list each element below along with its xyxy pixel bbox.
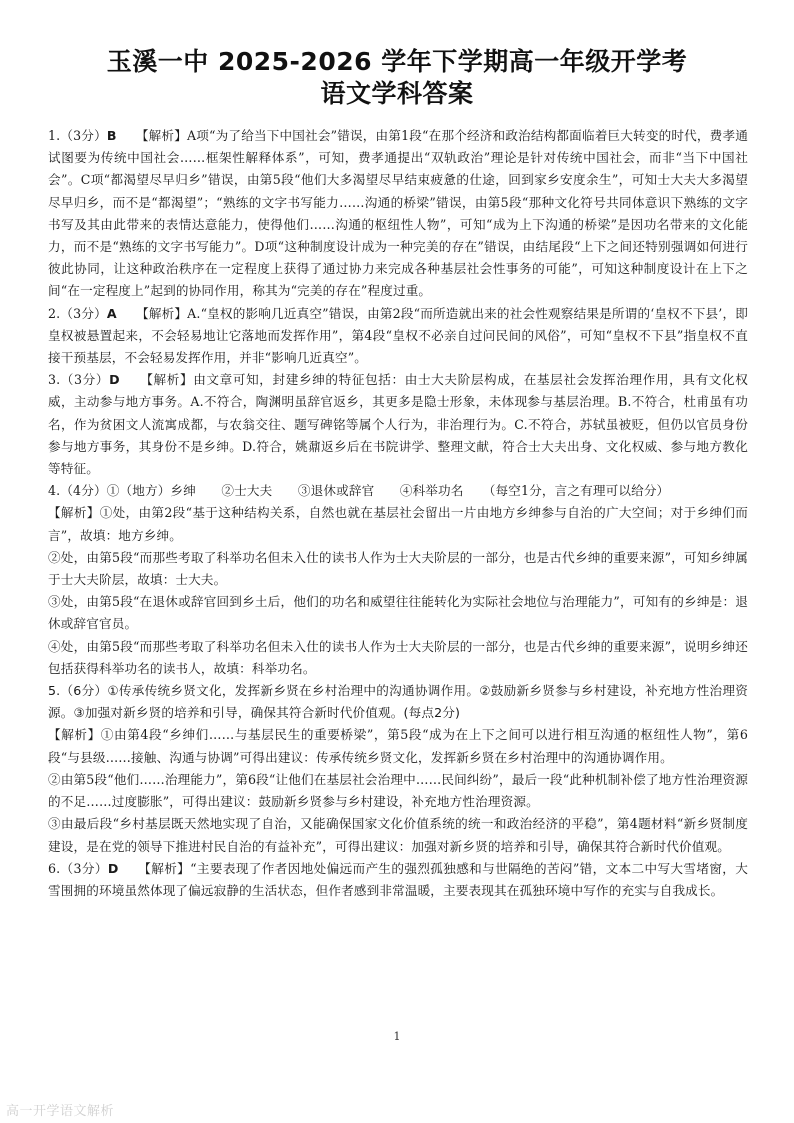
answer-4-point-3	[48, 591, 748, 635]
explanation-text: ③由最后段“乡村基层既天然地实现了自治，又能确保国家文化价值系统的统一和政治经济的平稳”，第4题材料“新乡贤制度建设，是在党的领导下推进村民自治的有益补充”，可得出建议：加强对新乡贤的培养和引导，确保其符合新时代价值观。	[48, 816, 748, 854]
answer-6	[48, 858, 748, 902]
answer-letter: B	[106, 128, 117, 143]
answer-5-point-2	[48, 769, 748, 813]
answer-4-point-2	[48, 547, 748, 591]
question-number: 4.（4分）	[48, 483, 107, 499]
explanation-text: ①传承传统乡贤文化，发挥新乡贤在乡村治理中的沟通协调作用。②鼓励新乡贤参与乡村建设，补充地方性治理资源。③加强对新乡贤的培养和引导，确保其符合新时代价值观。(每点2分)	[48, 683, 748, 721]
explanation-text: 【解析】①由第4段“乡绅们……与基层民生的重要桥梁”，第5段“成为在上下之间可以进行相互沟通的枢纽性人物”，第6段“与县级……接触、沟通与协调”可得出建议：传承传统乡贤文化，发挥新乡贤在乡村治理中的沟通协调作用。	[48, 727, 748, 765]
question-number: 2.（3分）	[48, 305, 107, 321]
answer-letter: D	[107, 860, 119, 876]
answer-5-point-3	[48, 813, 748, 857]
explanation-text: 【解析】A.“皇权的影响几近真空”错误，由第2段“而所造就出来的社会性观察结果是所谓的‘皇权不下县’，即皇权被悬置起来，不会轻易地让它落地而发挥作用”，第4段“皇权不必亲自过问民间的风俗”，可知“皇权不下县”指皇权不直接干预基层，不会轻易发挥作用，并非“影响几近真空”。	[48, 305, 748, 366]
explanation-text: 【解析】A项“为了给当下中国社会”错误，由第1段“在那个经济和政治结构都面临着巨大转变的时代，费孝通试图要为传统中国社会……框架性解释体系”，可知，费孝通提出“双轨政治”理论是针对传统中国社会，而非“当下中国社会”。C项“都渴望尽早归乡”错误，由第5段“他们大多渴望尽早结束疲惫的仕途，回到家乡安度余生”，可知士大夫大多渴望尽早归乡，而不是“都渴望”；“熟练的文字书写能力……沟通的桥梁”错误，由第5段“那种文化符号共同体意识下熟练的文字书写及其由此带来的表情达意能力，使得他们……沟通的枢纽性人物”，可知“成为上下沟通的桥梁”是因功名带来的文化能力，而不是“熟练的文字书写能力”。D项“这种制度设计成为一种完美的存在”错误，由结尾段“上下之间还特别强调如何进行彼此协同，让这种政治秩序在一定程度上获得了通过协力来完成各种基层社会性事务的可能”，可知这种制度设计在上下之间“在一定程度上”起到的协同作用，称其为“完美的存在”程度过重。	[48, 128, 748, 299]
answer-3	[48, 369, 748, 480]
title-line-1: 玉溪一中 2025-2026 学年下学期高一年级开学考	[106, 47, 688, 76]
explanation-text: ②由第5段“他们……治理能力”，第6段“让他们在基层社会治理中……民间纠纷”，最后一段“此种机制补偿了地方性治理资源的不足……过度膨胀”，可得出建议：鼓励新乡贤参与乡村建设，补充地方性治理资源。	[48, 771, 748, 810]
page-number: 1	[393, 1030, 401, 1043]
question-number: 6.（3分）	[48, 860, 108, 876]
answer-letter: A	[106, 305, 117, 321]
answer-content	[48, 125, 748, 902]
explanation-text: ②处，由第5段“而那些考取了科举功名但未入仕的读书人作为士大夫阶层的一部分，也是古代乡绅的重要来源”，可知乡绅属于士大夫阶层，故填：士大夫。	[48, 549, 748, 588]
document-title	[0, 46, 794, 110]
explanation-text: ①（地方）乡绅 ②士大夫 ③退休或辞官 ④科举功名 （每空1分，言之有理可以给分）	[106, 483, 670, 499]
question-number: 1.（3分）	[48, 128, 107, 143]
answer-letter: D	[109, 372, 120, 388]
explanation-text: 【解析】“主要表现了作者因地处偏远而产生的强烈孤独感和与世隔绝的苦闷”错，文本二中写大雪堵窗，大雪围拥的环境虽然体现了偏远寂静的生活状态，但作者感到非常温暖，主要表现其在孤独环境中写作的充实与自我成长。	[48, 860, 748, 898]
answer-4	[48, 480, 748, 502]
answer-4-analysis	[48, 502, 748, 546]
explanation-text: 【解析】由文章可知，封建乡绅的特征包括：由士大夫阶层构成，在基层社会发挥治理作用，具有文化权威，主动参与地方事务。A.不符合，陶渊明虽辞官返乡，其更多是隐士形象，未体现参与基层治理。B.不符合，杜甫虽有功名，作为贫困文人流寓成都，与农翁交往、题写碑铭等属个人行为，非治理行为。C.不符合，苏轼虽被贬，但仍以官员身份参与地方事务，其身份不是乡绅。D.符合，姚鼐返乡后在书院讲学、整理文献，符合士大夫出身、文化权威、参与地方教化等特征。	[48, 372, 748, 477]
answer-1	[48, 125, 748, 303]
answer-5	[48, 680, 748, 724]
explanation-text: 【解析】①处，由第2段“基于这种结构关系，自然也就在基层社会留出一片由地方乡绅参与自治的广大空间；对于乡绅们而言”，故填：地方乡绅。	[48, 505, 748, 543]
question-number: 3.（3分）	[48, 372, 110, 388]
explanation-text: ④处，由第5段“而那些考取了科举功名但未入仕的读书人作为士大夫阶层的一部分，也是古代乡绅的重要来源”，说明乡绅还包括获得科举功名的读书人，故填：科举功名。	[48, 638, 748, 676]
explanation-text: ③处，由第5段“在退休或辞官回到乡土后，他们的功名和威望往往能转化为实际社会地位与治理能力”，可知有的乡绅是：退休或辞官官员。	[48, 594, 748, 632]
watermark: 高一开学语文解析	[6, 1104, 115, 1119]
answer-4-point-4	[48, 636, 748, 680]
answer-5-analysis	[48, 724, 748, 768]
answer-2	[48, 303, 748, 370]
question-number: 5.（6分）	[48, 683, 108, 699]
title-line-2: 语文学科答案	[320, 79, 474, 108]
